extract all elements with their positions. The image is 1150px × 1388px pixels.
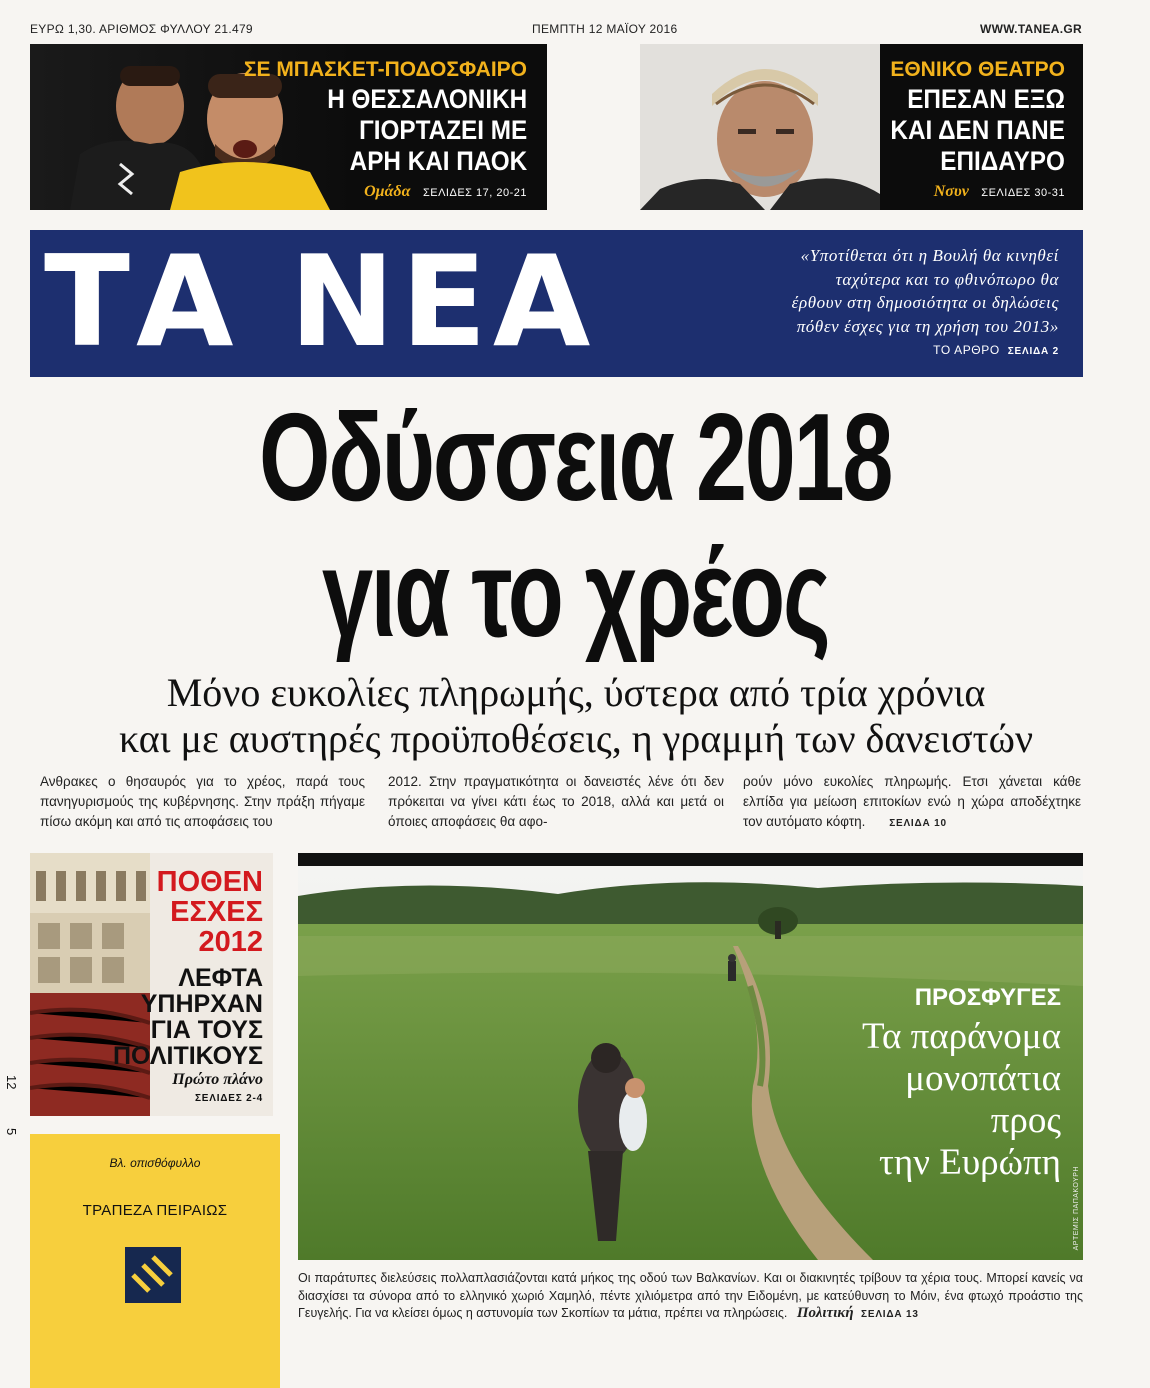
theatre-headline-line: ΚΑΙ ΔΕΝ ΠΑΝΕ <box>890 115 1065 145</box>
theatre-pages: ΣΕΛΙΔΕΣ 30-31 <box>981 187 1065 199</box>
pothen-black-line: ΥΠΗΡΧΑΝ <box>140 990 263 1018</box>
sports-headline-line: ΑΡΗ ΚΑΙ ΠΑΟΚ <box>349 146 527 176</box>
refugees-headline-line: την Ευρώπη <box>879 1142 1061 1183</box>
caption-text: Οι παράτυπες διελεύσεις πολλαπλασιάζονται κατά μήκος της οδού των Βαλκανίων. Και οι διακινητές τρίβουν τα χέρια τους. Μπορεί κανείς να διασχίσει τα σύνορα από το ελληνικό χωριό Χαμηλό, πέντε χιλιόμετρα από την Ειδομένη, με κατεύθυνση το Μόιν, ένα φτωχό προάστιο της Γευγελής. Για να κλείσει όμως η αστυνομία των Σκοπίων τα μάτια, πρέπει να πληρώσεις. <box>298 1271 1083 1320</box>
theatre-kicker: ΕΘΝΙΚΟ ΘΕΑΤΡΟ <box>890 58 1065 81</box>
issue-date: ΠΕΜΠΤΗ 12 ΜΑΪΟΥ 2016 <box>532 22 678 36</box>
sports-kicker: ΣΕ ΜΠΑΣΚΕΤ-ΠΟΔΟΣΦΑΙΡΟ <box>243 58 527 81</box>
photo-credit: ΑΡΤΕΜΙΣ ΠΑΠΑΚΟΥΡΗ <box>1073 1166 1080 1251</box>
quote-source <box>933 343 1059 357</box>
side-number: 5 <box>4 1128 19 1136</box>
theatre-headline-line: ΕΠΙΔΑΥΡΟ <box>940 146 1065 176</box>
refugees-photo-block[interactable] <box>298 866 1083 1260</box>
quote-line: έρθουν στη δημοσιότητα οι δηλώσεις <box>791 293 1059 312</box>
quote-line: ταχύτερα και το φθινόπωρο θα <box>835 269 1059 289</box>
deck-line: και με αυστηρές προϋποθέσεις, η γραμμή των δανειστών <box>118 716 1034 761</box>
masthead <box>30 230 1083 377</box>
caption-section-name: Πολιτική <box>796 1305 854 1321</box>
lead-page-ref[interactable]: ΣΕΛΙΔΑ 10 <box>889 818 947 829</box>
quote-page: ΣΕΛΙΔΑ 2 <box>1007 346 1059 357</box>
pothen-black-line: ΠΟΛΙΤΙΚΟΥΣ <box>113 1042 263 1070</box>
price-issue-info: ΕΥΡΩ 1,30. ΑΡΙΘΜΟΣ ΦΥΛΛΟΥ 21.479 <box>30 22 253 36</box>
quote-line: «Υποτίθεται ότι η Βουλή θα κινηθεί <box>800 246 1059 265</box>
sports-section-name: Ομάδα <box>364 183 411 200</box>
pothen-black-line: ΛΕΦΤΑ <box>178 964 263 992</box>
deck-line: Μόνο ευκολίες πληρωμής, ύστερα από τρία χρόνια <box>166 670 986 715</box>
lead-body-col2: 2012. Στην πραγματικότητα οι δανειστές λένε ότι δεν πρόκειται να γίνει κάτι έως το 2018, αλλά και μετά οι όποιες αποφάσεις θα αφο- <box>388 774 724 829</box>
article-quote[interactable] <box>699 244 1059 338</box>
headline-line: Οδύσσεια 2018 <box>258 389 892 527</box>
lead-body-col3-text: ρούν μόνο ευκολίες πληρωμής. Ετσι χάνεται κάθε ελπίδα για μείωση επιτοκίων ενώ η χώρα αποδέχτηκε τον αυτόματο κόφτη. <box>743 774 1081 829</box>
teaser-sports[interactable] <box>30 44 547 210</box>
theatre-section-name: Νσυν <box>933 183 969 200</box>
refugees-headline-line: Τα παράνομα <box>861 1016 1061 1057</box>
photo-top-bar <box>298 853 1083 866</box>
bank-ad-note: Βλ. οπισθόφυλλο <box>109 1156 201 1170</box>
pothen-red-line: ΠΟΘΕΝ <box>156 866 263 898</box>
refugees-kicker: ΠΡΟΣΦΥΓΕΣ <box>914 984 1061 1011</box>
headline-deck <box>20 670 1132 762</box>
sports-headline-line: Η ΘΕΣΣΑΛΟΝΙΚΗ <box>327 84 527 114</box>
lead-body-col1: Ανθρακες ο θησαυρός για το χρέος, παρά τους πανηγυρισμούς της κυβέρνησης. Στην πράξη πήγαμε πίσω ακόμη και από τις αποφάσεις του <box>40 774 365 829</box>
lead-body-col3 <box>743 772 1081 834</box>
bank-ad[interactable] <box>30 1134 280 1388</box>
website-link[interactable]: WWW.TANEA.GR <box>979 22 1082 36</box>
pothen-red-line: ΕΣΧΕΣ <box>170 896 263 928</box>
sports-headline-line: ΓΙΟΡΤΑΖΕΙ ΜΕ <box>358 115 527 145</box>
pothen-red-line: 2012 <box>198 926 263 958</box>
quote-line: πόθεν έσχες για τη χρήση του 2013» <box>796 316 1059 336</box>
side-number: 12 <box>4 1075 19 1090</box>
sports-pages: ΣΕΛΙΔΕΣ 17, 20-21 <box>422 187 527 199</box>
main-headline[interactable] <box>0 390 1150 662</box>
newspaper-logo[interactable]: ΤΑ ΝΕΑ <box>44 228 597 375</box>
theatre-headline-line: ΕΠΕΣΑΝ ΕΞΩ <box>907 84 1065 114</box>
pothen-section-name: Πρώτο πλάνο <box>172 1071 263 1088</box>
teaser-theatre[interactable] <box>640 44 1083 210</box>
refugees-headline-line: προς <box>990 1100 1061 1141</box>
caption-page-ref[interactable]: ΣΕΛΙΔΑ 13 <box>861 1309 919 1320</box>
bank-logo-icon <box>125 1247 181 1303</box>
pothen-esxes-promo[interactable] <box>30 853 273 1116</box>
photo-caption <box>298 1270 1083 1324</box>
quote-source-label: ΤΟ ΑΡΘΡΟ <box>933 343 1000 357</box>
bank-name: ΤΡΑΠΕΖΑ ΠΕΙΡΑΙΩΣ <box>82 1202 228 1219</box>
actor-portrait-photo <box>640 44 880 210</box>
refugees-headline-line: μονοπάτια <box>905 1058 1061 1099</box>
pothen-pages: ΣΕΛΙΔΕΣ 2-4 <box>194 1093 263 1104</box>
pothen-black-line: ΓΙΑ ΤΟΥΣ <box>150 1016 263 1044</box>
headline-line: για το χρέος <box>321 525 829 663</box>
